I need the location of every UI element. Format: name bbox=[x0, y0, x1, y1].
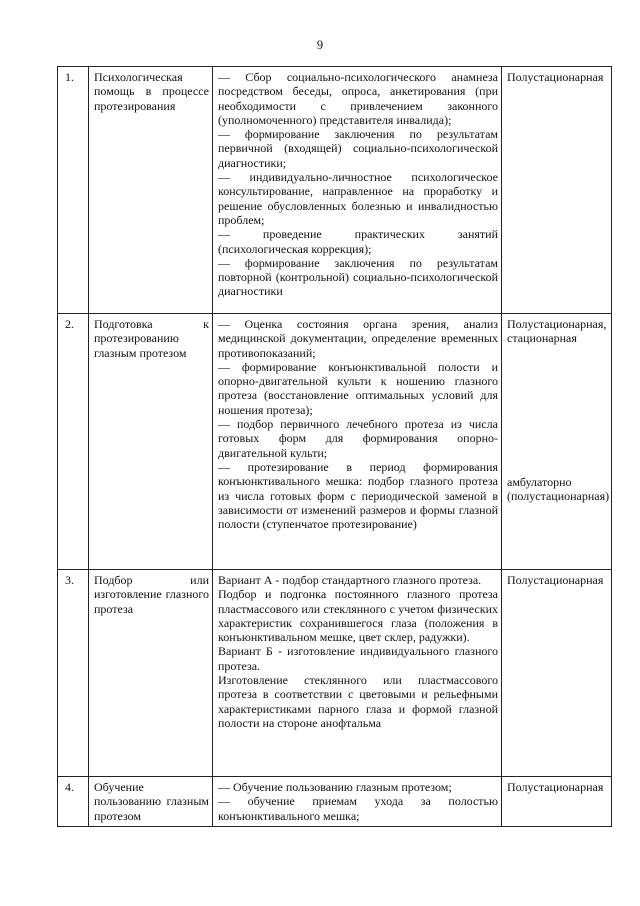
service-form bbox=[502, 314, 612, 570]
description-item: — Сбор социально-психологического анамнеза посредством беседы, опроса, анкетирования (при необходимости с привлечением законного (уполномоченного) представителя инвалида); bbox=[218, 70, 498, 127]
description-item: — формирование конъюнктивальной полости и опорно-двигательной культи к ношению глазного протеза (восстановление оптимальных условий для ношения протеза); bbox=[218, 359, 498, 417]
description-item: Изготовление стеклянного или пластмассового протеза в соответствии с цветовыми и рельефными характеристиками парного глаза и формой глазной полости на стороне анофтальма bbox=[218, 673, 498, 730]
service-name: Психологическая помощь в процессе протезирования bbox=[89, 67, 213, 314]
table-row bbox=[58, 777, 612, 827]
description-item: Подбор и подгонка постоянного глазного протеза пластмассового или стеклянного с учетом физических характеристик сохранившегося глаза (положения в конъюнктивальном мешке, цвет склер, радужки). bbox=[218, 587, 498, 645]
description-item: Вариант А - подбор стандартного глазного протеза. bbox=[218, 573, 482, 587]
description-item: — индивидуально-личностное психологическое консультирование, направленное на проработку и решение обусловленных болезнью и инвалидностью проблем; bbox=[218, 170, 498, 227]
description-item: — подбор первичного лечебного протеза из числа готовых форм для формирования опорно-двигательной культи; bbox=[218, 417, 498, 460]
description-item: Вариант Б - изготовление индивидуального глазного протеза. bbox=[218, 644, 498, 673]
service-description bbox=[213, 777, 502, 827]
row-number: 2. bbox=[58, 314, 89, 570]
table-row bbox=[58, 314, 612, 570]
row-number: 1. bbox=[58, 67, 89, 314]
service-name: Обучение пользованию глазным протезом bbox=[89, 777, 213, 827]
service-form-text: Полустационарная bbox=[507, 780, 604, 794]
page-number: 9 bbox=[316, 38, 324, 52]
service-form-text: Полустационарная, стационарная bbox=[507, 317, 607, 346]
service-form-text: Полустационарная bbox=[507, 573, 604, 587]
table-row bbox=[58, 570, 612, 777]
description-item: — протезирование в период формирования конъюнктивального мешка: подбор глазного протеза из числа готовых форм с периодической заменой в зависимости от изменений размеров и формы глазной полости (ступенчатое протезирование) bbox=[218, 459, 498, 532]
service-description bbox=[213, 67, 502, 314]
description-item: — Обучение пользованию глазным протезом; bbox=[218, 780, 452, 794]
service-form-text: Полустационарная bbox=[507, 70, 604, 84]
service-form bbox=[502, 67, 612, 314]
service-description bbox=[213, 314, 502, 570]
description-item: — проведение практических занятий (психологическая коррекция); bbox=[218, 227, 498, 256]
service-form-text: амбулаторно (полустационарная) bbox=[507, 474, 610, 503]
service-name: Подбор или изготовление глазного протеза bbox=[89, 570, 213, 777]
service-form bbox=[502, 777, 612, 827]
description-item: — обучение приемам ухода за полостью конъюнктивального мешка; bbox=[218, 794, 498, 823]
description-item: — формирование заключения по результатам первичной (входящей) социально-психологической диагностики; bbox=[218, 127, 498, 170]
description-item: — формирование заключения по результатам повторной (контрольной) социально-психологической диагностики bbox=[218, 255, 498, 299]
service-form bbox=[502, 570, 612, 777]
row-number: 4. bbox=[58, 777, 89, 827]
row-number: 3. bbox=[58, 570, 89, 777]
table-row bbox=[58, 67, 612, 314]
services-table bbox=[57, 66, 612, 827]
service-description bbox=[213, 570, 502, 777]
service-name: Подготовка к протезированию глазным протезом bbox=[89, 314, 213, 570]
description-item: — Оценка состояния органа зрения, анализ медицинской документации, определение временных противопоказаний; bbox=[218, 317, 498, 360]
